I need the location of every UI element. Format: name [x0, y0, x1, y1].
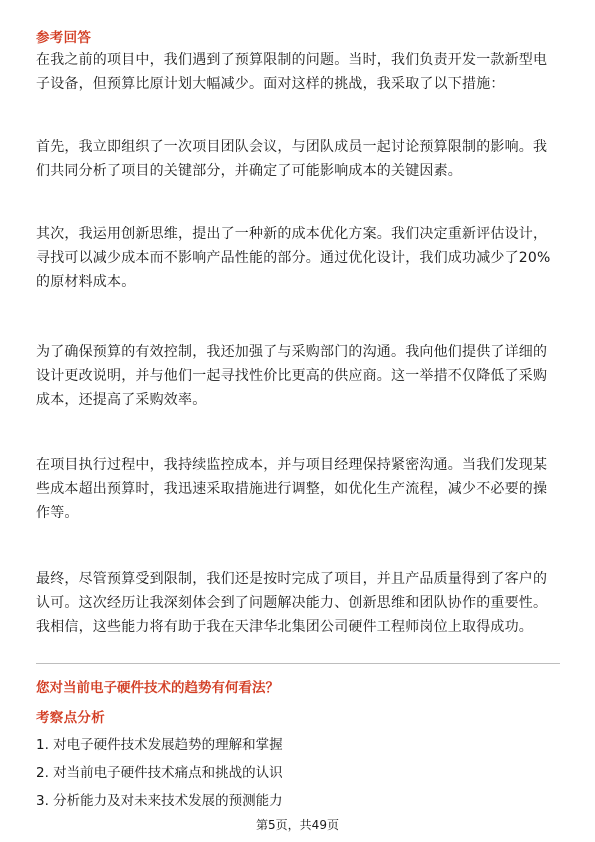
analysis-item: 2. 对当前电子硬件技术痛点和挑战的认识 [36, 765, 283, 781]
paragraph-5: 在项目执行过程中，我持续监控成本，并与项目经理保持紧密沟通。当我们发现某些成本超出预算时，我迅速采取措施进行调整，如优化生产流程，减少不必要的操作等。 [36, 457, 548, 521]
question-title: 您对当前电子硬件技术的趋势有何看法？ [36, 680, 279, 696]
paragraph-6: 最终，尽管预算受到限制，我们还是按时完成了项目，并且产品质量得到了客户的认可。这次经历让我深刻体会到了问题解决能力、创新思维和团队协作的重要性。我相信，这些能力将有助于我在天津华北集团公司硬件工程师岗位上取得成功。 [36, 571, 548, 635]
analysis-heading: 考察点分析 [36, 710, 105, 726]
paragraph-3: 其次，我运用创新思维，提出了一种新的成本优化方案。我们决定重新评估设计，寻找可以减少成本而不影响产品性能的部分。通过优化设计，我们成功减少了20%的原材料成本。 [36, 226, 551, 290]
paragraph-4: 为了确保预算的有效控制，我还加强了与采购部门的沟通。我向他们提供了详细的设计更改说明，并与他们一起寻找性价比更高的供应商。这一举措不仅降低了采购成本，还提高了采购效率。 [36, 344, 548, 408]
paragraph-2: 首先，我立即组织了一次项目团队会议，与团队成员一起讨论预算限制的影响。我们共同分析了项目的关键部分，并确定了可能影响成本的关键因素。 [36, 139, 548, 179]
answer-heading: 参考回答 [36, 30, 92, 46]
analysis-item: 1. 对电子硬件技术发展趋势的理解和掌握 [36, 737, 283, 753]
paragraph-1: 在我之前的项目中，我们遇到了预算限制的问题。当时，我们负责开发一款新型电子设备，但预算比原计划大幅减少。面对这样的挑战，我采取了以下措施： [36, 52, 548, 92]
page-number: 第5页，共49页 [256, 818, 339, 832]
section-divider [36, 663, 560, 664]
analysis-item: 3. 分析能力及对未来技术发展的预测能力 [36, 793, 283, 809]
